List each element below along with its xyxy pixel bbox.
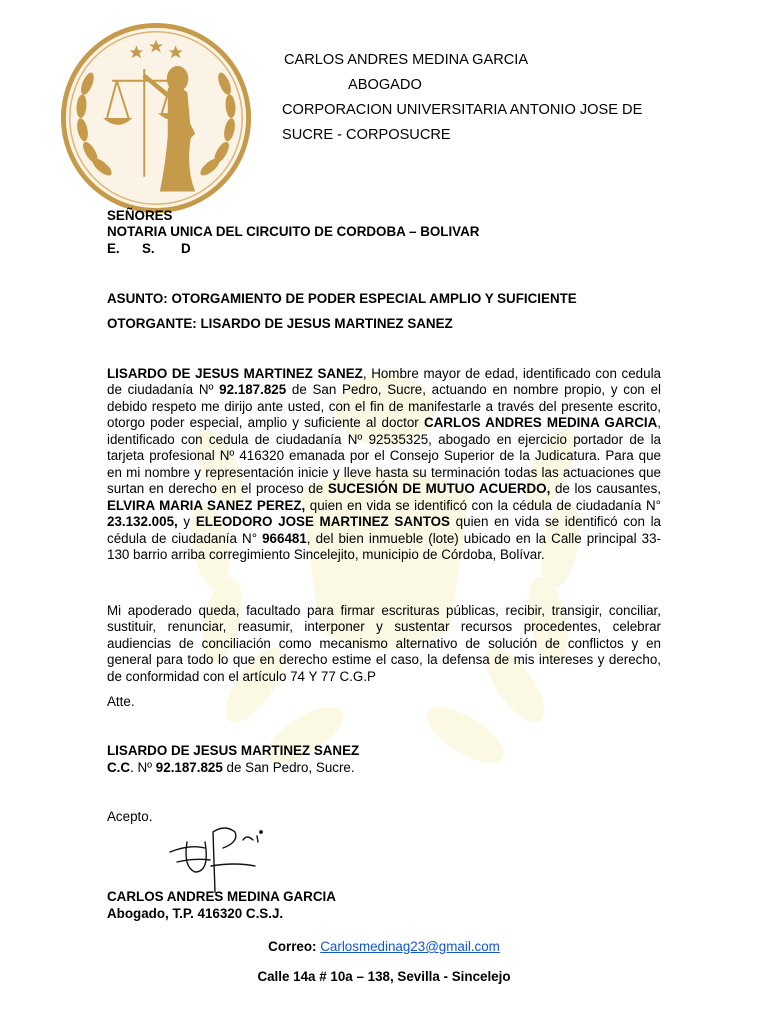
header-role: ABOGADO — [348, 77, 422, 93]
body-text-run: , Hombre mayor de edad, identificado con cedula de ciudadanía Nº — [107, 366, 661, 398]
body-bold-run: ELVIRA MARIA SANEZ PEREZ, — [107, 497, 306, 513]
acceptance-label: Acepto. — [107, 809, 153, 824]
acceptance-title: Abogado, T.P. 416320 C.S.J. — [107, 906, 284, 921]
body-text-run: , identificado con cedula de ciudadanía Nº 92535325, abogado en ejercicio portador de la tarjeta profesional Nº 416320 emanada por el Consejo Superior de la Judicatura. Para que en mi nombre y representación inicie y lleve hasta su terminación todas las actuaciones que surtan en derecho en el proceso de — [107, 415, 661, 497]
body-text-run: de los causantes, — [550, 481, 662, 497]
footer-address: Calle 14a # 10a – 138, Sevilla - Sincelejo — [257, 969, 511, 984]
grantor-id-number: 92.187.825 — [155, 760, 223, 775]
grantor-id-sep: . Nº — [130, 760, 156, 775]
addressee-notary: NOTARIA UNICA DEL CIRCUITO DE CORDOBA – BOLIVAR — [107, 224, 480, 239]
justice-lady-scales-laurel-logo — [58, 20, 254, 216]
body-text-run: , del bien inmueble (lote) ubicado en la Calle principal 33-130 barrio arriba corregimiento Sincelejito, municipio de Córdoba, Bolívar. — [107, 530, 661, 562]
grantor-name: LISARDO DE JESUS MARTINEZ SANEZ — [107, 743, 360, 758]
body-text-run: quien en vida se identificó con la cédula de ciudadanía N° — [107, 514, 662, 546]
body-bold-run: ELEODORO JOSE MARTINEZ SANTOS — [195, 514, 450, 530]
footer-email-line — [0, 939, 768, 954]
addressee-greeting: SEÑORES — [107, 208, 173, 223]
body-bold-run: LISARDO DE JESUS MARTINEZ SANEZ — [107, 366, 363, 381]
body-text-run: y — [177, 514, 196, 530]
grantor-id — [107, 760, 355, 776]
body-bold-run: 92.187.825 — [219, 382, 287, 398]
acceptance-name: CARLOS ANDRES MEDINA GARCIA — [107, 889, 336, 904]
body-paragraph-1 — [107, 366, 661, 563]
body-bold-run: SUCESIÓN DE MUTUO ACUERDO, — [327, 481, 551, 497]
subject-otorgante: OTORGANTE: LISARDO DE JESUS MARTINEZ SANEZ — [107, 316, 453, 331]
grantor-id-label: C.C — [107, 760, 131, 775]
addressee-esd-s: S. — [142, 241, 155, 256]
body-bold-run: 966481 — [262, 530, 307, 546]
header-institution-line1: CORPORACION UNIVERSITARIA ANTONIO JOSE DE — [282, 102, 643, 118]
addressee-esd-e: E. — [107, 241, 120, 256]
body-paragraph-2: Mi apoderado queda, facultado para firmar escrituras públicas, recibir, transigir, conciliar, sustituir, renunciar, reasumir, interponer y sustentar recursos procedentes, celebrar audiencias de conciliación como mecanismo alternativo de solución de conflictos y en general para todo lo que en derecho estime el caso, la defensa de mis intereses y derecho, de conformidad con el artículo 74 Y 77 C.G.P — [107, 603, 661, 684]
body-text-run: quien en vida se identificó con la cédula de ciudadanía N° — [305, 497, 661, 513]
closing: Atte. — [107, 694, 135, 709]
addressee-esd-d: D — [181, 241, 191, 256]
header-institution-line2: SUCRE - CORPOSUCRE — [282, 127, 451, 143]
footer-email-label: Correo: — [268, 939, 321, 954]
body-bold-run: CARLOS ANDRES MEDINA GARCIA — [423, 415, 658, 431]
body-text-run: de San Pedro, Sucre, actuando en nombre propio, y con el debido respeto me dirijo ante usted, con el fin de manifestarle a través del presente escrito, otorgo poder especial, amplio y suficiente al doctor — [107, 382, 661, 431]
subject-asunto: ASUNTO: OTORGAMIENTO DE PODER ESPECIAL AMPLIO Y SUFICIENTE — [107, 291, 577, 306]
body-bold-run: 23.132.005, — [107, 514, 178, 530]
grantor-id-place: de San Pedro, Sucre. — [222, 760, 355, 775]
handwritten-signature — [165, 822, 275, 894]
footer-email-link[interactable]: Carlosmedinag23@gmail.com — [320, 939, 500, 954]
header-lawyer-name: CARLOS ANDRES MEDINA GARCIA — [284, 52, 529, 68]
